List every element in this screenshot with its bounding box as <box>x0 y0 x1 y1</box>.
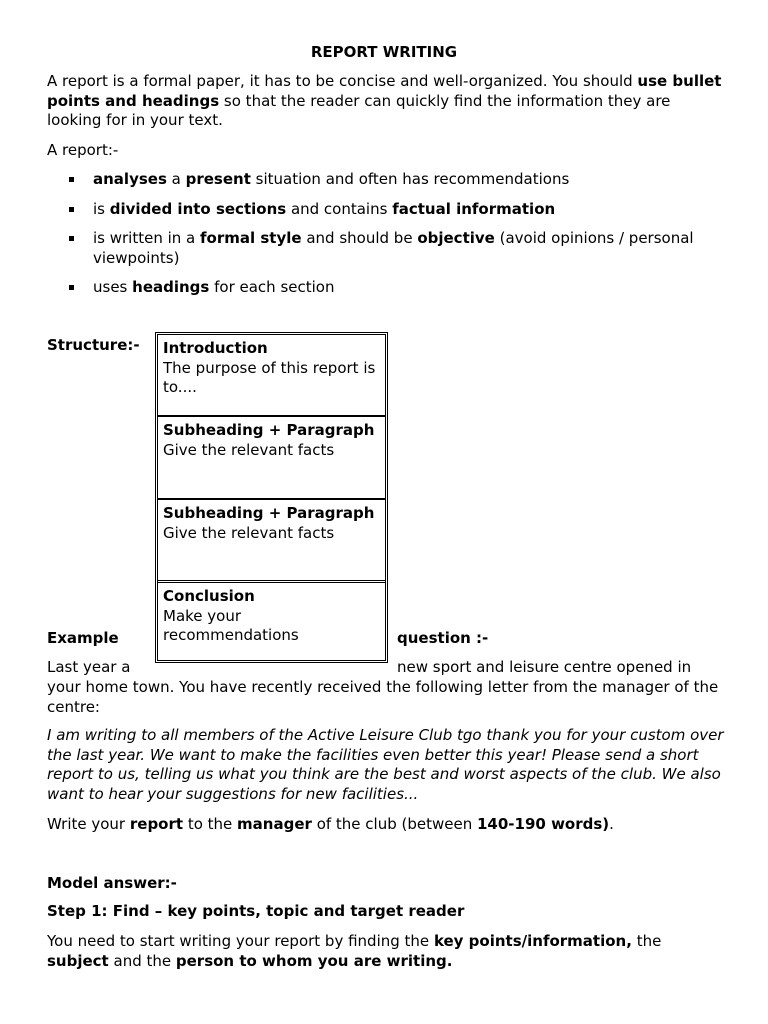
structure-table <box>155 332 388 663</box>
step1-bold: subject <box>47 951 109 970</box>
bullet-bold: factual information <box>392 199 556 218</box>
context-text-rest: your home town. You have recently received the following letter from the manager of the centre: <box>47 678 719 716</box>
bullet-text: situation and often has recommendations <box>250 170 570 188</box>
list-item <box>47 170 727 190</box>
list-item <box>47 200 727 220</box>
structure-cell-conclusion <box>158 583 385 663</box>
step1-part: You need to start writing your report by finding the <box>47 932 434 950</box>
step1-bold: key points/information, <box>433 932 632 950</box>
context-text-left: Last year a <box>47 658 131 676</box>
list-item <box>47 229 727 268</box>
task-part: of the club (between <box>311 815 477 833</box>
step1-part: and the <box>108 951 176 970</box>
intro-text-1: A report is a formal paper, it has to be concise and well-organized. You should <box>47 72 638 90</box>
bullet-text: and should be <box>301 229 418 247</box>
structure-cell-subheading-2 <box>158 500 385 583</box>
cell-text: Give the relevant facts <box>163 523 335 542</box>
bullet-text: for each section <box>209 278 335 296</box>
bullet-bold: present <box>185 170 251 188</box>
bullet-bold: headings <box>132 278 210 296</box>
bullet-icon <box>69 177 74 182</box>
task-part: . <box>609 815 614 833</box>
task-part: to the <box>183 815 238 833</box>
example-label: Example <box>47 629 119 647</box>
bullet-bold: objective <box>417 229 495 247</box>
report-bullet-list <box>47 170 727 308</box>
structure-cell-introduction <box>158 335 385 417</box>
step1-text <box>47 932 727 971</box>
cell-text: The purpose of this report is to.... <box>163 358 376 396</box>
question-label: question :- <box>397 629 489 647</box>
cell-text: Make your recommendations <box>163 606 299 644</box>
bullet-text: a <box>166 170 186 188</box>
bullet-bold: divided into sections <box>109 199 287 218</box>
step1-part: the <box>631 932 662 950</box>
list-item <box>47 278 727 298</box>
model-answer-heading: Model answer:- <box>47 874 177 892</box>
step1-bold: person to whom you are writing. <box>175 951 453 970</box>
cell-heading: Conclusion <box>163 587 255 605</box>
task-text <box>47 815 727 835</box>
structure-cell-subheading-1 <box>158 417 385 500</box>
intro-paragraph <box>47 72 727 131</box>
step1-heading: Step 1: Find – key points, topic and target reader <box>47 902 465 920</box>
task-bold: report <box>129 815 184 833</box>
intro-bold: use bullet points and headings <box>47 72 722 110</box>
task-part: Write your <box>47 815 130 833</box>
cell-heading: Subheading + Paragraph <box>163 421 375 439</box>
bullet-text: and contains <box>286 199 393 218</box>
context-text-right: new sport and leisure centre opened in <box>397 658 692 676</box>
cell-text: Give the relevant facts <box>163 440 335 459</box>
bullet-icon <box>69 207 74 212</box>
page-title: REPORT WRITING <box>310 43 458 61</box>
bullet-text: is <box>93 199 110 218</box>
bullet-bold: analyses <box>93 170 167 188</box>
cell-heading: Subheading + Paragraph <box>163 504 375 522</box>
bullet-text: is written in a <box>93 229 201 247</box>
bullet-text: (avoid opinions / personal viewpoints) <box>93 229 694 267</box>
bullet-text: uses <box>93 278 133 296</box>
bullet-icon <box>69 285 74 290</box>
bullet-bold: formal style <box>200 229 302 247</box>
task-bold: 140-190 words) <box>477 815 610 833</box>
task-bold: manager <box>237 815 312 833</box>
bullet-icon <box>69 236 74 241</box>
structure-label: Structure:- <box>47 336 140 354</box>
letter-text: I am writing to all members of the Active Leisure Club tgo thank you for your custom over the last year. We want to make the facilities even better this year! Please send a short report to us, telling us what you think are the best and worst aspects of the club. We also want to hear your suggestions for new facilities... <box>47 726 724 803</box>
report-heading: A report:- <box>47 141 119 159</box>
cell-heading: Introduction <box>163 339 268 357</box>
intro-text-2: so that the reader can quickly find the information they are looking for in your text. <box>47 91 671 129</box>
